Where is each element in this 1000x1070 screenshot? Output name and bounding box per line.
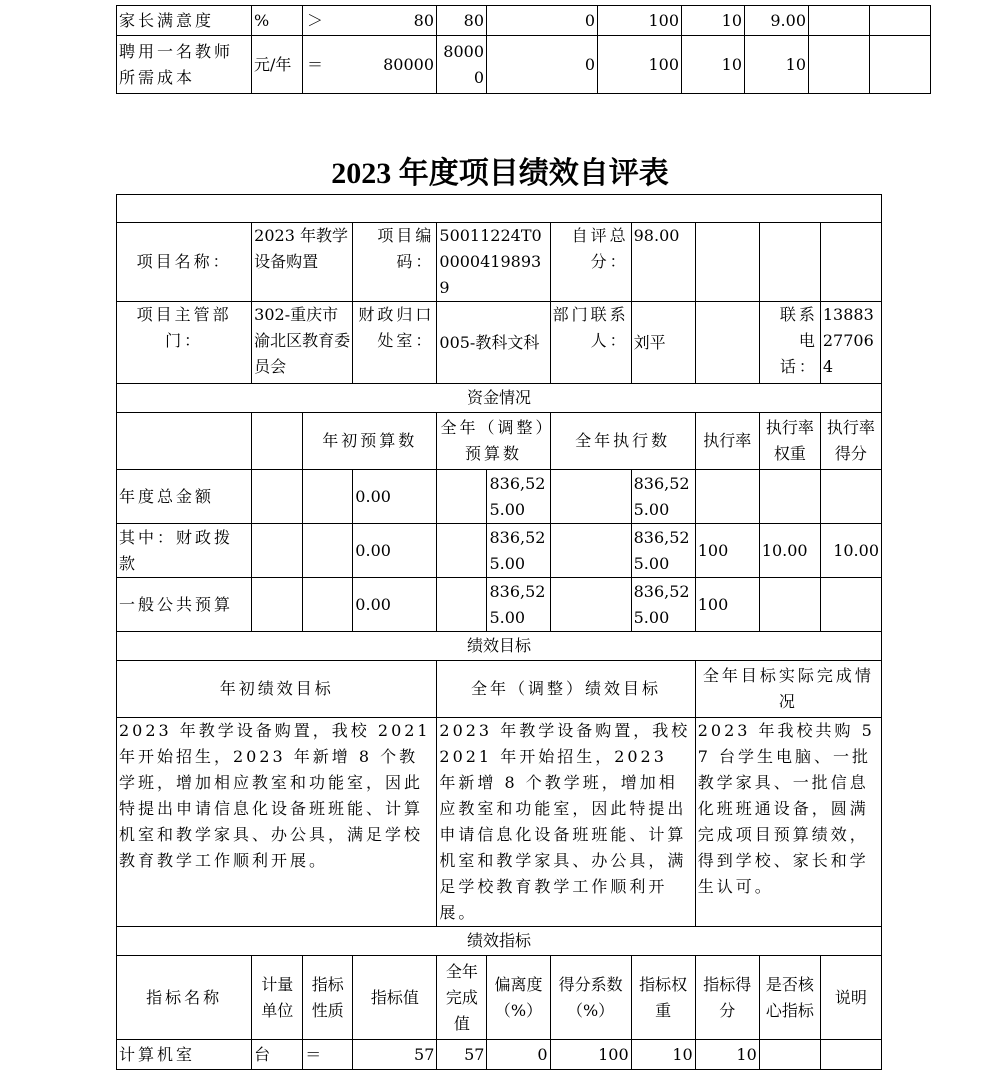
project-info-row [117, 223, 882, 302]
funds-row-initial: 0.00 [353, 524, 437, 578]
funds-row-score [820, 470, 881, 524]
indicator-target-value: 80000 [383, 54, 434, 74]
indicator-core [759, 1040, 820, 1070]
goals-header-initial: 年初绩效目标 [117, 661, 437, 718]
project-name-value: 2023 年教学设备购置 [252, 223, 353, 302]
indicators-header-row [117, 956, 882, 1040]
indicators-section-title: 绩效指标 [117, 927, 882, 956]
goals-text-row [117, 718, 882, 927]
indicator-coef: 100 [550, 1040, 631, 1070]
funds-row-rate [695, 470, 759, 524]
contact-value: 刘平 [631, 302, 695, 384]
indicator-note [870, 6, 931, 36]
goals-section-title: 绩效目标 [117, 632, 882, 661]
funds-row-initial: 0.00 [353, 578, 437, 632]
indicator-core [809, 36, 870, 94]
indicator-nature: ＞ [307, 10, 324, 30]
table-row [117, 1040, 882, 1070]
table-row [117, 6, 931, 36]
indicator-actual: 80000 [437, 36, 487, 94]
ind-header-core: 是否核心指标 [759, 956, 820, 1040]
indicator-unit: 台 [252, 1040, 303, 1070]
indicator-name: 家长满意度 [117, 6, 252, 36]
table-row [117, 195, 882, 223]
indicator-score: 10 [695, 1040, 759, 1070]
goals-header-adjusted: 全年（调整）绩效目标 [437, 661, 695, 718]
funds-header-adjusted: 全年（调整）预算数 [437, 413, 550, 470]
funds-section-row [117, 384, 882, 413]
indicator-deviation: 0 [487, 36, 598, 94]
ind-header-deviation: 偏离度（%） [487, 956, 550, 1040]
contact-label: 部门联系人： [550, 302, 631, 384]
self-score-value: 98.00 [631, 223, 695, 302]
indicator-weight: 10 [631, 1040, 695, 1070]
funds-header-row [117, 413, 882, 470]
ind-header-unit: 计量单位 [252, 956, 303, 1040]
table-row [117, 36, 931, 94]
funds-row-label: 一般公共预算 [117, 578, 252, 632]
funds-row-score: 10.00 [820, 524, 881, 578]
goals-adjusted-text: 2023 年教学设备购置，我校 2021 年开始招生，2023 年新增 8 个教学班，增加相应教室和功能室，因此特提出申请信息化设备班班能、计算机室和教学家具、办公具，满足学校教育教学工作顺利开展。 [437, 718, 695, 927]
funds-header-weight: 执行率权重 [759, 413, 820, 470]
goals-actual-text: 2023 年我校共购 57 台学生电脑、一批教学家具、一批信息化班班通设备，圆满完成项目预算绩效，得到学校、家长和学生认可。 [695, 718, 881, 927]
indicator-core [809, 6, 870, 36]
phone-value: 13883277064 [820, 302, 881, 384]
funds-row-rate: 100 [695, 524, 759, 578]
goals-header-row [117, 661, 882, 718]
indicator-coef: 100 [598, 36, 682, 94]
funds-header-score: 执行率得分 [820, 413, 881, 470]
office-value: 005-教科文科 [437, 302, 550, 384]
funds-header-executed: 全年执行数 [550, 413, 695, 470]
funds-row-score [820, 578, 881, 632]
prev-indicator-table [116, 5, 931, 94]
indicator-note [870, 36, 931, 94]
indicator-coef: 100 [598, 6, 682, 36]
indicator-unit: 元/年 [252, 36, 303, 94]
table-row [117, 578, 882, 632]
project-name-label: 项目名称： [117, 223, 252, 302]
funds-section-title: 资金情况 [117, 384, 882, 413]
project-code-label: 项目编码： [353, 223, 437, 302]
funds-header-initial: 年初预算数 [303, 413, 437, 470]
phone-label: 联系电话： [759, 302, 820, 384]
indicator-unit: % [252, 6, 303, 36]
funds-row-adjusted: 836,525.00 [487, 578, 550, 632]
indicator-weight: 10 [682, 6, 745, 36]
goals-header-actual: 全年目标实际完成情况 [695, 661, 881, 718]
indicators-section-row [117, 927, 882, 956]
indicator-score: 9.00 [745, 6, 809, 36]
funds-row-adjusted: 836,525.00 [487, 470, 550, 524]
indicator-actual: 80 [437, 6, 487, 36]
indicator-deviation: 0 [487, 6, 598, 36]
self-evaluation-table [116, 194, 882, 1070]
ind-header-name: 指标名称 [117, 956, 252, 1040]
indicator-weight: 10 [682, 36, 745, 94]
funds-row-rate: 100 [695, 578, 759, 632]
funds-row-executed: 836,525.00 [631, 470, 695, 524]
funds-row-weight: 10.00 [759, 524, 820, 578]
funds-row-executed: 836,525.00 [631, 578, 695, 632]
indicator-actual: 57 [437, 1040, 487, 1070]
goals-section-row [117, 632, 882, 661]
indicator-deviation: 0 [487, 1040, 550, 1070]
table-row [117, 470, 882, 524]
ind-header-target: 指标值 [353, 956, 437, 1040]
indicator-target: 57 [353, 1040, 437, 1070]
ind-header-actual: 全年完成值 [437, 956, 487, 1040]
ind-header-nature: 指标性质 [303, 956, 353, 1040]
dept-value: 302-重庆市渝北区教育委员会 [252, 302, 353, 384]
table-row [117, 524, 882, 578]
funds-header-rate: 执行率 [695, 413, 759, 470]
ind-header-coef: 得分系数（%） [550, 956, 631, 1040]
indicator-target-value: 80 [413, 10, 434, 30]
office-label: 财政归口处室： [353, 302, 437, 384]
funds-row-label: 年度总金额 [117, 470, 252, 524]
indicator-note [820, 1040, 881, 1070]
funds-row-executed: 836,525.00 [631, 524, 695, 578]
funds-row-weight [759, 470, 820, 524]
page-title: 2023 年度项目绩效自评表 [331, 157, 669, 190]
goals-initial-text: 2023 年教学设备购置，我校 2021 年开始招生，2023 年新增 8 个教学班，增加相应教室和功能室，因此特提出申请信息化设备班班能、计算机室和教学家具、办公具，满足学校教育教学工作顺利开展。 [117, 718, 437, 927]
indicator-nature: ＝ [307, 54, 324, 74]
ind-header-note: 说明 [820, 956, 881, 1040]
indicator-name: 计算机室 [117, 1040, 252, 1070]
funds-row-weight [759, 578, 820, 632]
dept-label: 项目主管部门： [117, 302, 252, 384]
self-score-label: 自评总分： [550, 223, 631, 302]
ind-header-score: 指标得分 [695, 956, 759, 1040]
dept-info-row [117, 302, 882, 384]
indicator-score: 10 [745, 36, 809, 94]
funds-row-initial: 0.00 [353, 470, 437, 524]
indicator-nature: ＝ [303, 1040, 353, 1070]
indicator-target [303, 36, 437, 94]
indicator-name: 聘用一名教师所需成本 [117, 36, 252, 94]
funds-row-adjusted: 836,525.00 [487, 524, 550, 578]
project-code-value: 50011224T000004198939 [437, 223, 550, 302]
indicator-target [303, 6, 437, 36]
funds-row-label: 其中：财政拨款 [117, 524, 252, 578]
ind-header-weight: 指标权重 [631, 956, 695, 1040]
